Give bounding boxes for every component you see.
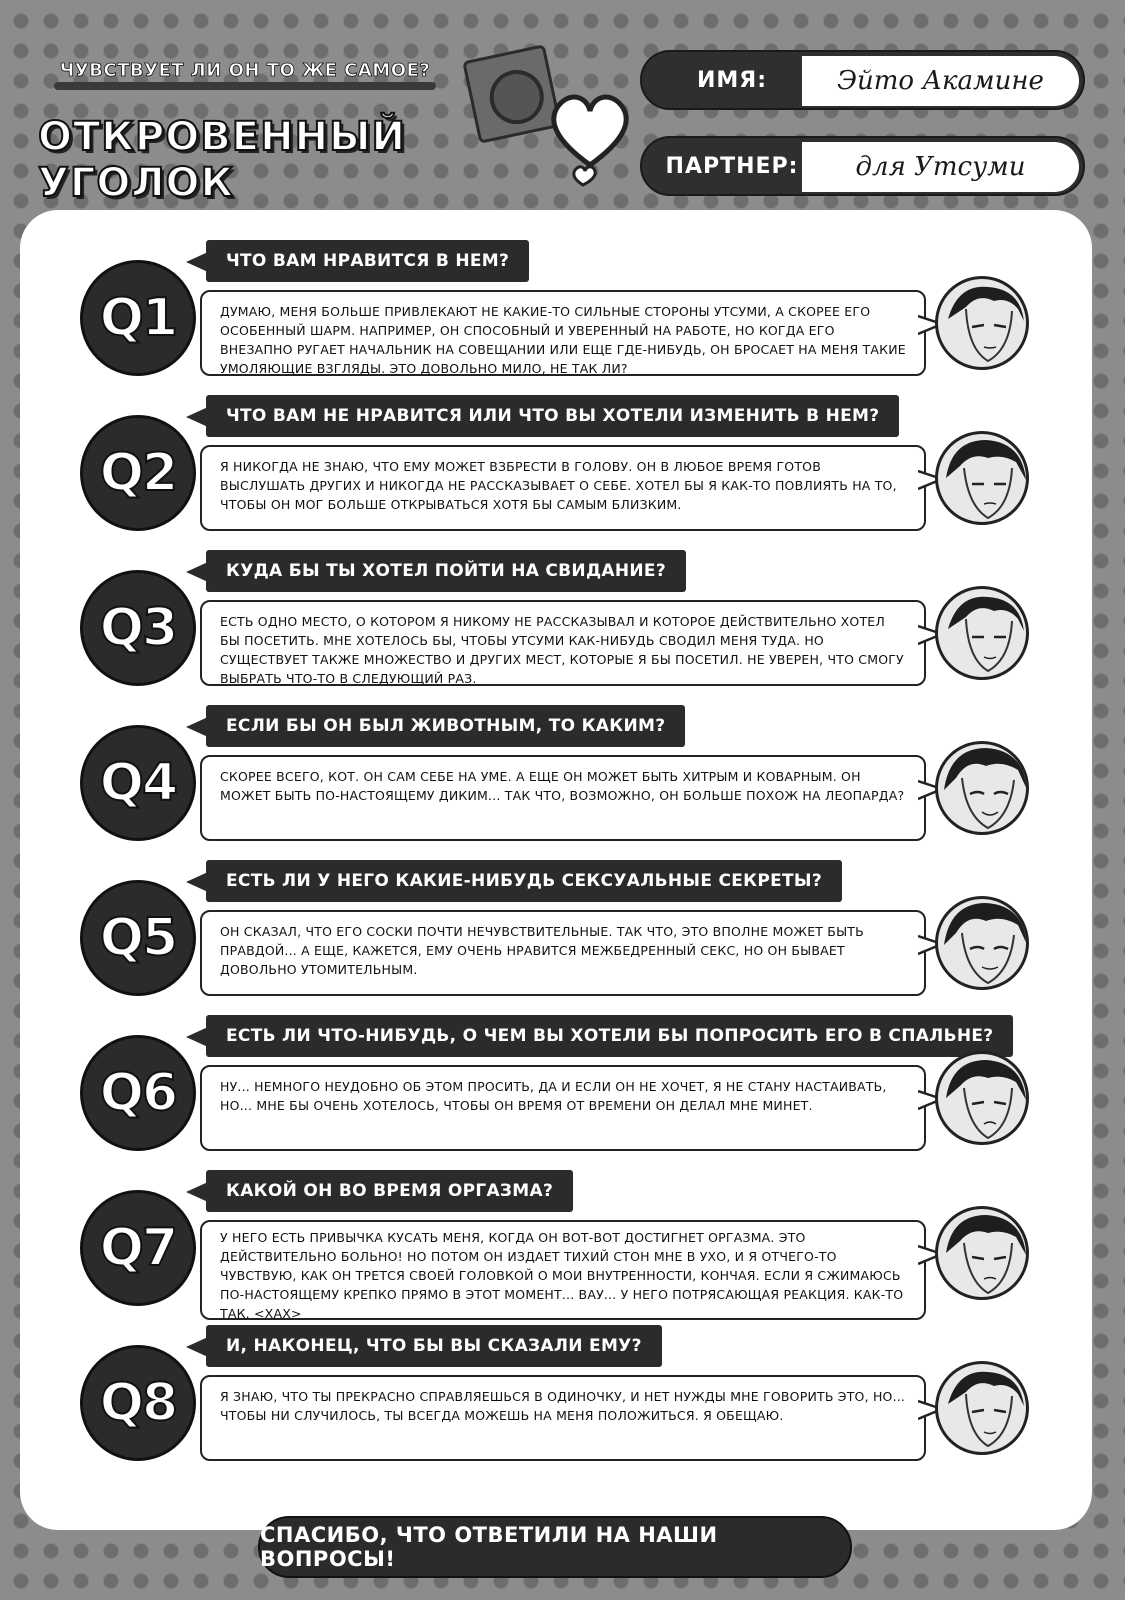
question-label: ЕСТЬ ЛИ ЧТО-НИБУДЬ, О ЧЕМ ВЫ ХОТЕЛИ БЫ ПОПРОСИТЬ ЕГО В СПАЛЬНЕ?: [206, 1015, 1013, 1057]
partner-label: ПАРТНЕР:: [665, 153, 799, 179]
qa-item-2: [80, 395, 1090, 545]
page-title: ОТКРОВЕННЫЙ УГОЛОК: [38, 114, 406, 206]
info-row-partner: [640, 136, 1085, 196]
question-badge: Q8: [80, 1345, 196, 1461]
heart-icon: [545, 85, 635, 195]
character-avatar: [935, 431, 1029, 525]
question-tail: [186, 1182, 208, 1202]
question-label: ЕСЛИ БЫ ОН БЫЛ ЖИВОТНЫМ, ТО КАКИМ?: [206, 705, 685, 747]
qa-item-7: [80, 1170, 1090, 1320]
qa-item-3: [80, 550, 1090, 700]
question-tail: [186, 1337, 208, 1357]
character-avatar: [935, 1206, 1029, 1300]
partner-value: для Утсуми: [802, 142, 1079, 192]
character-avatar: [935, 586, 1029, 680]
question-badge: Q6: [80, 1035, 196, 1151]
answer-box: Я ЗНАЮ, ЧТО ТЫ ПРЕКРАСНО СПРАВЛЯЕШЬСЯ В ОДИНОЧКУ, И НЕТ НУЖДЫ МНЕ ГОВОРИТЬ ЭТО, НО... ЧТОБЫ НИ СЛУЧИЛОСЬ, ТЫ ВСЕГДА МОЖЕШЬ НА МЕНЯ ПОЛОЖИТЬСЯ. Я ОБЕЩАЮ.: [200, 1375, 926, 1461]
question-label: КУДА БЫ ТЫ ХОТЕЛ ПОЙТИ НА СВИДАНИЕ?: [206, 550, 686, 592]
character-avatar: [935, 741, 1029, 835]
question-tail: [186, 872, 208, 892]
question-tail: [186, 407, 208, 427]
question-badge: Q2: [80, 415, 196, 531]
question-badge: Q7: [80, 1190, 196, 1306]
question-badge: Q5: [80, 880, 196, 996]
qa-item-6: [80, 1015, 1090, 1165]
name-value: Эйто Акамине: [802, 56, 1079, 106]
character-avatar: [935, 1361, 1029, 1455]
qa-item-8: [80, 1325, 1090, 1475]
thanks-banner: СПАСИБО, ЧТО ОТВЕТИЛИ НА НАШИ ВОПРОСЫ!: [258, 1516, 852, 1578]
question-tail: [186, 562, 208, 582]
question-label: ЕСТЬ ЛИ У НЕГО КАКИЕ-НИБУДЬ СЕКСУАЛЬНЫЕ СЕКРЕТЫ?: [206, 860, 842, 902]
question-badge: Q4: [80, 725, 196, 841]
question-label: КАКОЙ ОН ВО ВРЕМЯ ОРГАЗМА?: [206, 1170, 573, 1212]
question-badge: Q1: [80, 260, 196, 376]
qa-item-4: [80, 705, 1090, 855]
answer-box: НУ... НЕМНОГО НЕУДОБНО ОБ ЭТОМ ПРОСИТЬ, ДА И ЕСЛИ ОН НЕ ХОЧЕТ, Я НЕ СТАНУ НАСТАИВАТЬ, НО... МНЕ БЫ ОЧЕНЬ ХОТЕЛОСЬ, ЧТОБЫ ОН ВРЕМЯ ОТ ВРЕМЕНИ ОН ДЕЛАЛ МНЕ МИНЕТ.: [200, 1065, 926, 1151]
answer-box: ОН СКАЗАЛ, ЧТО ЕГО СОСКИ ПОЧТИ НЕЧУВСТВИТЕЛЬНЫЕ. ТАК ЧТО, ЭТО ВПОЛНЕ МОЖЕТ БЫТЬ ПРАВДОЙ... А ЕЩЕ, КАЖЕТСЯ, ЕМУ ОЧЕНЬ НРАВИТСЯ МЕЖБЕДРЕННЫЙ СЕКС, НО ОН БЫВАЕТ ДОВОЛЬНО УТОМИТЕЛЬНЫМ.: [200, 910, 926, 996]
qa-item-5: [80, 860, 1090, 1010]
header-subtitle: ЧУВСТВУЕТ ЛИ ОН ТО ЖЕ САМОЕ?: [50, 50, 440, 90]
question-tail: [186, 717, 208, 737]
answer-box: ЕСТЬ ОДНО МЕСТО, О КОТОРОМ Я НИКОМУ НЕ РАССКАЗЫВАЛ И КОТОРОЕ ДЕЙСТВИТЕЛЬНО ХОТЕЛ БЫ ПОСЕТИТЬ. МНЕ ХОТЕЛОСЬ БЫ, ЧТОБЫ УТСУМИ КАК-НИБУДЬ СВОДИЛ МЕНЯ ТУДА. НО СУЩЕСТВУЕТ ТАКЖЕ МНОЖЕСТВО И ДРУГИХ МЕСТ, КОТОРЫЕ Я БЫ ПОСЕТИЛ. НЕ УВЕРЕН, ЧТО СМОГУ ВЫБРАТЬ ЧТО-ТО В СЛЕДУЮЩИЙ РАЗ.: [200, 600, 926, 686]
question-label: ЧТО ВАМ НРАВИТСЯ В НЕМ?: [206, 240, 529, 282]
question-label: ЧТО ВАМ НЕ НРАВИТСЯ ИЛИ ЧТО ВЫ ХОТЕЛИ ИЗМЕНИТЬ В НЕМ?: [206, 395, 899, 437]
qa-item-1: [80, 240, 1090, 390]
character-avatar: [935, 1051, 1029, 1145]
answer-box: У НЕГО ЕСТЬ ПРИВЫЧКА КУСАТЬ МЕНЯ, КОГДА ОН ВОТ-ВОТ ДОСТИГНЕТ ОРГАЗМА. ЭТО ДЕЙСТВИТЕЛЬНО БОЛЬНО! НО ПОТОМ ОН ИЗДАЕТ ТИХИЙ СТОН МНЕ В УХО, И Я ОТЧЕГО-ТО ЧУВСТВУЮ, КАК ОН ТРЕТСЯ СВОЕЙ ГОЛОВКОЙ О МОИ ВНУТРЕННОСТИ, КОНЧАЯ. ЕСЛИ Я СЖИМАЮСЬ ПО-НАСТОЯЩЕМУ КРЕПКО ПРЯМО В ЭТОТ МОМЕНТ... ВАУ... У НЕГО ПОТРЯСАЮЩАЯ РЕАКЦИЯ. КАК-ТО ТАК. <ХАХ>: [200, 1220, 926, 1320]
question-badge: Q3: [80, 570, 196, 686]
answer-box: Я НИКОГДА НЕ ЗНАЮ, ЧТО ЕМУ МОЖЕТ ВЗБРЕСТИ В ГОЛОВУ. ОН В ЛЮБОЕ ВРЕМЯ ГОТОВ ВЫСЛУШАТЬ ДРУГИХ И НИКОГДА НЕ РАССКАЗЫВАЕТ О СЕБЕ. ХОТЕЛ БЫ Я КАК-ТО ПОВЛИЯТЬ НА ТО, ЧТОБЫ ОН МОГ БОЛЬШЕ ОТКРЫВАТЬСЯ ХОТЯ БЫ САМЫМ БЛИЗКИМ.: [200, 445, 926, 531]
question-label: И, НАКОНЕЦ, ЧТО БЫ ВЫ СКАЗАЛИ ЕМУ?: [206, 1325, 662, 1367]
info-row-name: [640, 50, 1085, 110]
name-label: ИМЯ:: [696, 67, 768, 93]
answer-box: СКОРЕЕ ВСЕГО, КОТ. ОН САМ СЕБЕ НА УМЕ. А ЕЩЕ ОН МОЖЕТ БЫТЬ ХИТРЫМ И КОВАРНЫМ. ОН МОЖЕТ БЫТЬ ПО-НАСТОЯЩЕМУ ДИКИМ... ТАК ЧТО, ВОЗМОЖНО, ОН БОЛЬШЕ ПОХОЖ НА ЛЕОПАРДА?: [200, 755, 926, 841]
question-tail: [186, 252, 208, 272]
character-avatar: [935, 896, 1029, 990]
question-tail: [186, 1027, 208, 1047]
answer-box: ДУМАЮ, МЕНЯ БОЛЬШЕ ПРИВЛЕКАЮТ НЕ КАКИЕ-ТО СИЛЬНЫЕ СТОРОНЫ УТСУМИ, А СКОРЕЕ ЕГО ОСОБЕННЫЙ ШАРМ. НАПРИМЕР, ОН СПОСОБНЫЙ И УВЕРЕННЫЙ НА РАБОТЕ, НО КОГДА ЕГО ВНЕЗАПНО РУГАЕТ НАЧАЛЬНИК НА СОВЕЩАНИИ ИЛИ ЕЩЕ ГДЕ-НИБУДЬ, ОН БРОСАЕТ НА МЕНЯ ТАКИЕ УМОЛЯЮЩИЕ ВЗГЛЯДЫ. ЭТО ДОВОЛЬНО МИЛО, НЕ ТАК ЛИ?: [200, 290, 926, 376]
character-avatar: [935, 276, 1029, 370]
